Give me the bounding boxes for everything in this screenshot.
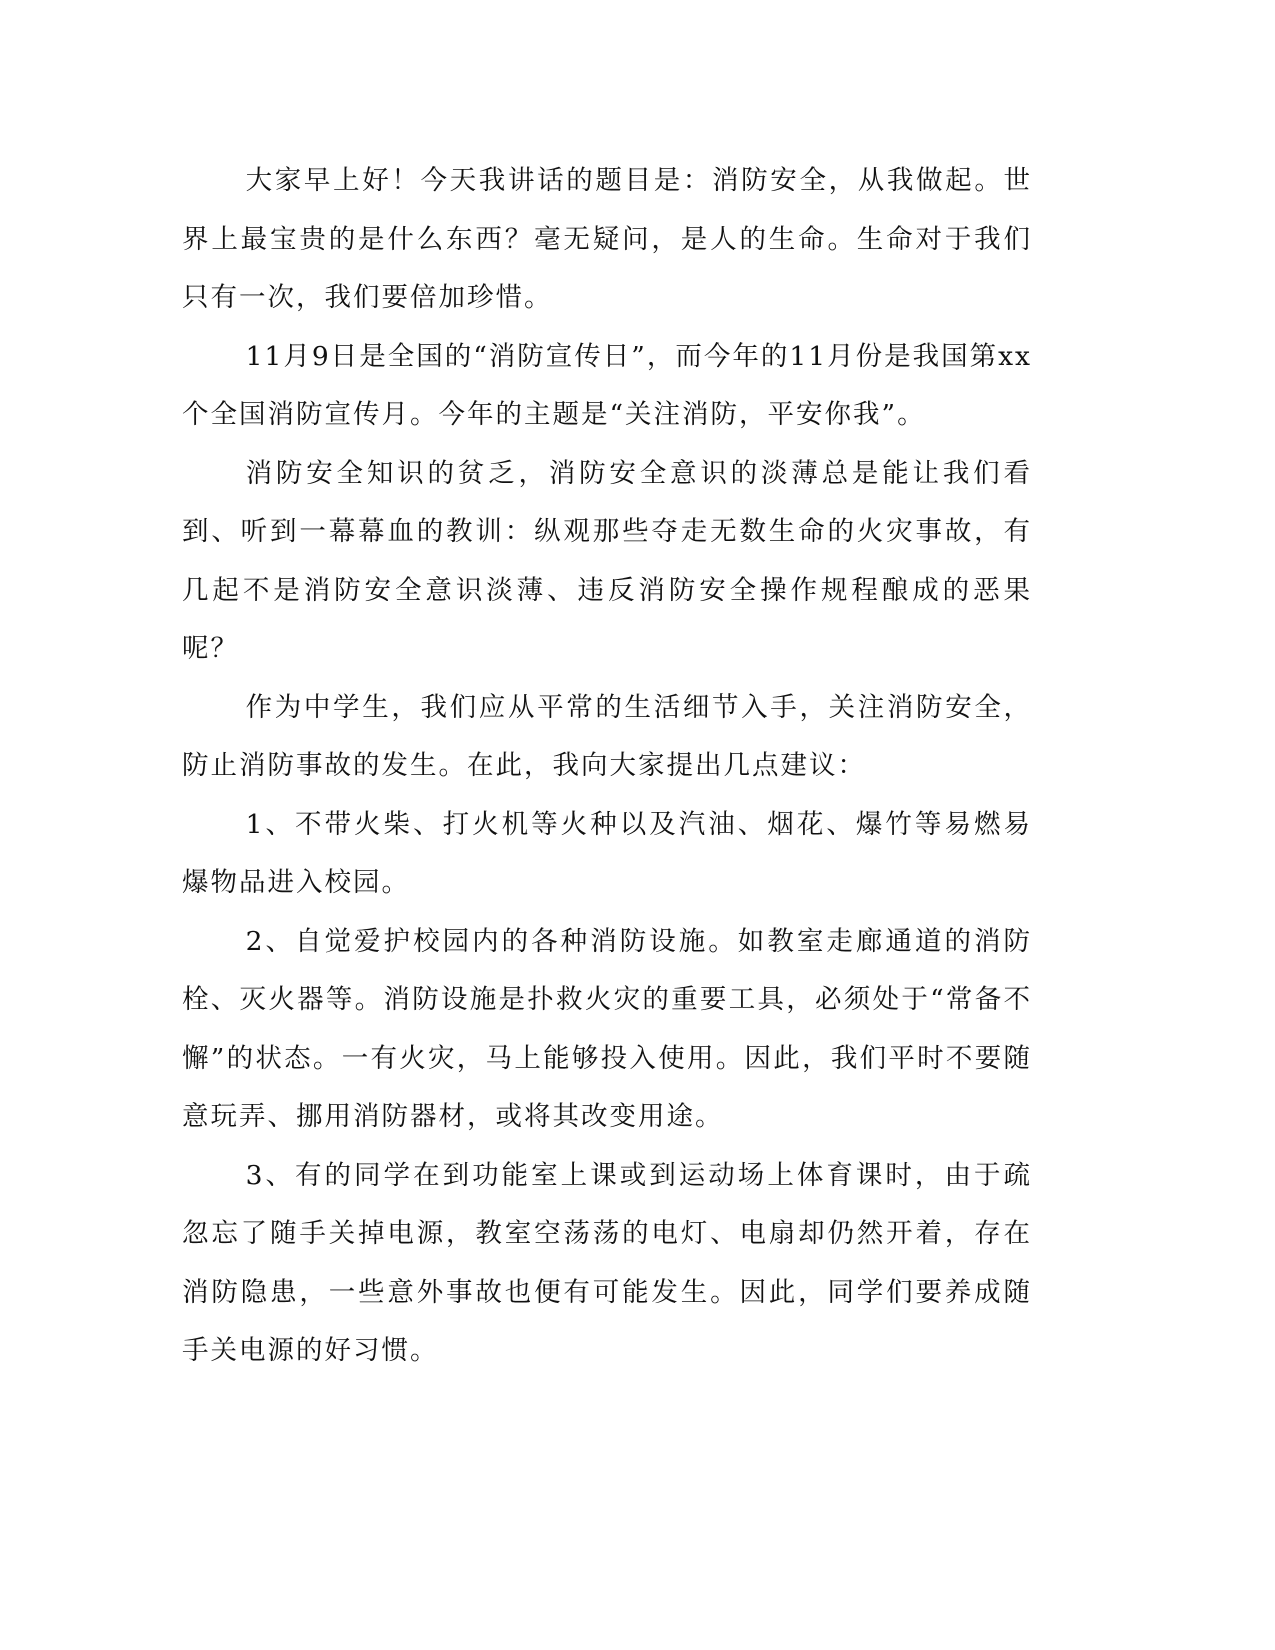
document-body [182, 152, 1032, 1381]
paragraph-lessons: 消防安全知识的贫乏，消防安全意识的淡薄总是能让我们看到、听到一幕幕血的教训：纵观那些夺走无数生命的火灾事故，有几起不是消防安全意识淡薄、违反消防安全操作规程酿成的恶果呢？ [182, 457, 1032, 664]
paragraph-greeting: 大家早上好！今天我讲话的题目是：消防安全，从我做起。世界上最宝贵的是什么东西？毫无疑问，是人的生命。生命对于我们只有一次，我们要倍加珍惜。 [182, 165, 1032, 313]
paragraph-suggestion-3: 3、有的同学在到功能室上课或到运动场上体育课时，由于疏忽忘了随手关掉电源，教室空荡荡的电灯、电扇却仍然开着，存在消防隐患，一些意外事故也便有可能发生。因此，同学们要养成随手关电源的好习惯。 [182, 1159, 1032, 1366]
paragraph-suggestions-intro: 作为中学生，我们应从平常的生活细节入手，关注消防安全，防止消防事故的发生。在此，我向大家提出几点建议： [182, 691, 1032, 781]
paragraph-suggestion-1: 1、不带火柴、打火机等火种以及汽油、烟花、爆竹等易燃易爆物品进入校园。 [182, 808, 1032, 898]
paragraph-suggestion-2: 2、自觉爱护校园内的各种消防设施。如教室走廊通道的消防栓、灭火器等。消防设施是扑救火灾的重要工具，必须处于“常备不懈”的状态。一有火灾，马上能够投入使用。因此，我们平时不要随意玩弄、挪用消防器材，或将其改变用途。 [182, 925, 1032, 1132]
paragraph-fire-day: 11月9日是全国的“消防宣传日”，而今年的11月份是我国第xx个全国消防宣传月。今年的主题是“关注消防，平安你我”。 [182, 340, 1032, 430]
